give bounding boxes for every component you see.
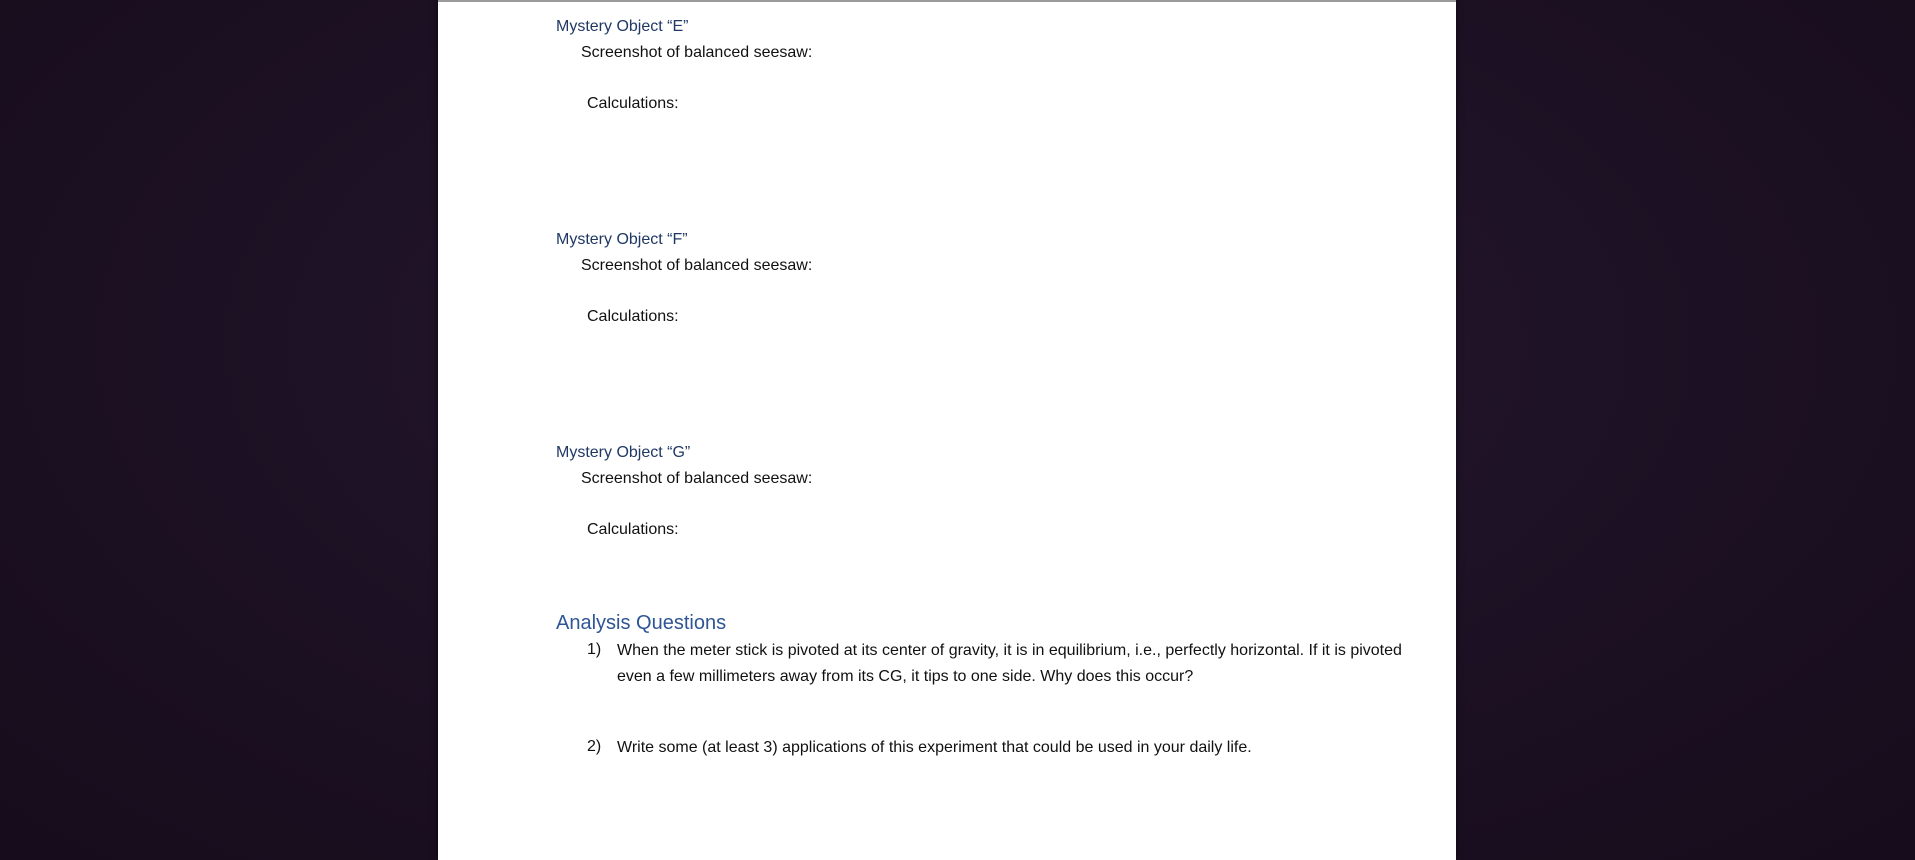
question-2-number: 2) xyxy=(587,738,602,755)
heading-mystery-object-g: Mystery Object “G” xyxy=(556,444,691,461)
heading-mystery-object-f: Mystery Object “F” xyxy=(556,231,688,248)
question-1-number: 1) xyxy=(587,641,602,658)
question-2-text: Write some (at least 3) applications of this experiment that could be used in your daily life. xyxy=(617,739,1252,756)
calculations-label-g: Calculations: xyxy=(587,521,679,538)
analysis-questions-title: Analysis Questions xyxy=(556,612,727,634)
heading-mystery-object-e: Mystery Object “E” xyxy=(556,18,689,35)
document-page xyxy=(438,0,1456,860)
calculations-label-f: Calculations: xyxy=(587,308,679,325)
screenshot-label-f: Screenshot of balanced seesaw: xyxy=(581,257,813,274)
screenshot-label-g: Screenshot of balanced seesaw: xyxy=(581,470,813,487)
question-1-text: When the meter stick is pivoted at its center of gravity, it is in equilibrium, i.e., perfectly horizontal. If it is pivoted even a few millimeters away from its CG, it tips to one side. Why does this occur? xyxy=(617,642,1402,685)
screenshot-label-e: Screenshot of balanced seesaw: xyxy=(581,44,813,61)
calculations-label-e: Calculations: xyxy=(587,95,679,112)
